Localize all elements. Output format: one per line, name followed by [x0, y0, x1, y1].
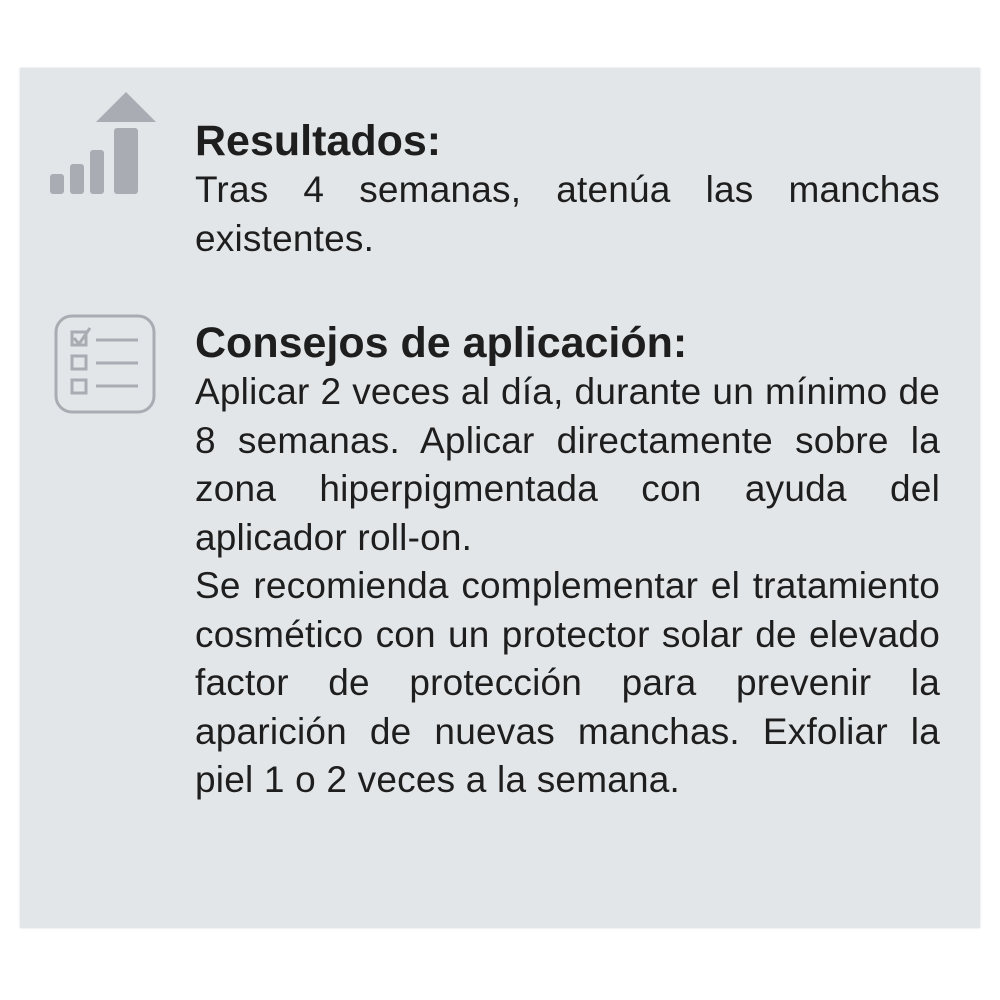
application-paragraph-1: Aplicar 2 veces al día, durante un mínimo de 8 semanas. Aplicar directamente sobre la zona hiperpigmentada con ayuda del aplicador roll-on. [195, 371, 940, 558]
growth-arrow-chart-icon [48, 90, 158, 200]
results-body: Tras 4 semanas, atenúa las manchas existentes. [195, 169, 940, 259]
checklist-icon [54, 314, 156, 414]
application-text [195, 318, 940, 805]
results-heading: Resultados: [195, 117, 442, 165]
application-paragraph-2: Se recomienda complementar el tratamiento cosmético con un protector solar de elevado factor de protección para prevenir la aparición de nuevas manchas. Exfoliar la piel 1 o 2 veces a la semana. [195, 565, 940, 800]
results-text [195, 116, 940, 263]
info-card [20, 68, 980, 928]
application-heading: Consejos de aplicación: [195, 319, 688, 367]
